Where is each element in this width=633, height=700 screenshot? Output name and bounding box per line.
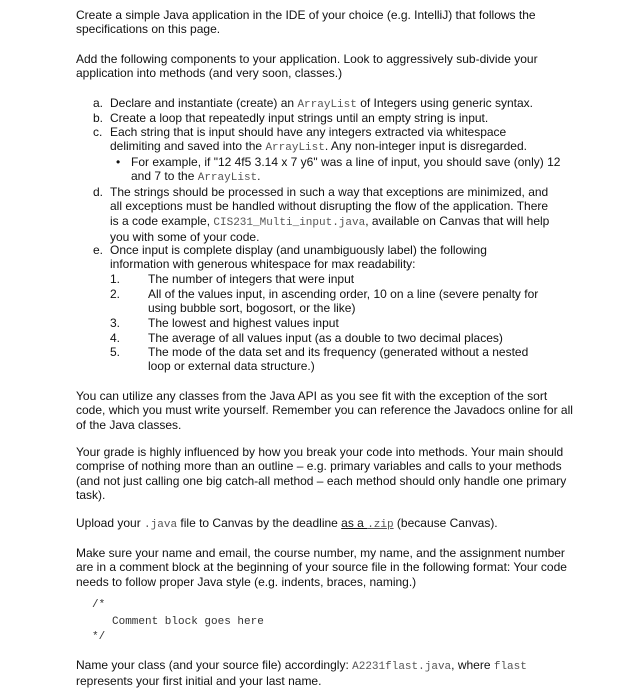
item-d-marker: d. xyxy=(93,185,104,199)
numbered-item-3: The lowest and highest values input xyxy=(148,316,339,330)
item-a-code: ArrayList xyxy=(297,99,357,111)
numbered-item-5: The mode of the data set and its frequency (generated without a nested loop or external data structure.) xyxy=(148,345,529,374)
class-name-text-end: represents your first initial and your last name. xyxy=(76,674,322,689)
item-c-bullet-text: For example, if "12 4f5 3.14 x 7 y6" was a line of input, you should save (only) 12 and 7 to the xyxy=(131,155,561,184)
item-c-bullet-code: ArrayList xyxy=(197,172,258,185)
item-c xyxy=(110,125,555,156)
item-a-text-end: of Integers using generic syntax. xyxy=(356,96,533,110)
item-c-code: ArrayList xyxy=(265,142,325,155)
numbered-5-marker: 5. xyxy=(110,345,121,359)
item-a xyxy=(110,96,580,112)
class-name-text-mid: , where xyxy=(451,658,494,672)
upload-paragraph xyxy=(76,516,576,532)
name-format-paragraph: Make sure your name and email, the course number, my name, and the assignment number are in a comment block at the beginning of your source file in the following format: Your code needs to follow proper Java style (e.g. indents, braces, naming.) xyxy=(76,546,567,589)
class-file-code: A2231flast.java xyxy=(352,661,452,673)
numbered-2-marker: 2. xyxy=(110,287,121,301)
upload-text: Upload your xyxy=(76,516,145,530)
numbered-item-1: The number of integers that were input xyxy=(148,272,355,286)
item-c-marker: c. xyxy=(93,125,103,139)
class-name-paragraph xyxy=(76,658,576,689)
item-d xyxy=(110,185,558,245)
numbered-1-marker: 1. xyxy=(110,272,121,286)
item-c-text: Each string that is input should have any integers extracted via whitespace delimiting and saved into the xyxy=(110,125,507,154)
flast-code: flast xyxy=(493,661,527,673)
numbered-item-2: All of the values input, in ascending order, 10 on a line (severe penalty for using bubble sort, bogosort, or the like) xyxy=(148,287,539,316)
item-e: Once input is complete display (and unambiguously label) the following information with generous whitespace for max readability: xyxy=(110,243,487,272)
comment-open: /* xyxy=(92,599,106,611)
upload-underlined-text: as a xyxy=(341,516,368,530)
item-e-marker: e. xyxy=(93,243,104,257)
item-c-bullet xyxy=(131,155,561,186)
item-c-bullet-marker: • xyxy=(116,155,121,169)
grade-paragraph: Your grade is highly influenced by how you break your code into methods. Your main should comprise of nothing more than an outline – e.g. primary variables and calls to your methods (and not just calling one big catch-all method – each method should only handle one primary task). xyxy=(76,445,567,503)
comment-body: Comment block goes here xyxy=(112,616,264,628)
item-b-marker: b. xyxy=(93,111,104,125)
item-a-marker: a. xyxy=(93,96,104,110)
upload-text-mid: file to Canvas by the deadline xyxy=(177,516,342,530)
item-a-text: Declare and instantiate (create) an xyxy=(110,96,298,110)
numbered-4-marker: 4. xyxy=(110,331,121,345)
numbered-3-marker: 3. xyxy=(110,316,121,330)
item-b: Create a loop that repeatedly input strings until an empty string is input. xyxy=(110,111,489,125)
upload-zip-code: .zip xyxy=(367,519,394,531)
item-d-text: The strings should be processed in such a way that exceptions are minimized, and all exceptions must be handled without disrupting the flow of the application. There is a code example, xyxy=(110,185,549,228)
item-c-bullet-text-end: . xyxy=(257,169,261,184)
item-c-text-end: . Any non-integer input is disregarded. xyxy=(324,139,527,154)
item-d-text-end: , available on Canvas that will help you with some of your code. xyxy=(110,213,550,245)
comment-close: */ xyxy=(92,631,106,643)
numbered-item-4: The average of all values input (as a double to two decimal places) xyxy=(148,331,503,345)
intro-paragraph: Create a simple Java application in the IDE of your choice (e.g. IntelliJ) that follows the specifications on this page. xyxy=(76,8,536,37)
upload-java-code: .java xyxy=(144,519,178,531)
item-d-code: CIS231_Multi_input.java xyxy=(213,216,366,229)
upload-text-end: (because Canvas). xyxy=(393,516,498,530)
api-paragraph: You can utilize any classes from the Java API as you see fit with the exception of the sort code, which you must write yourself. Remember you can reference the Javadocs online for all of the Java classes. xyxy=(76,389,573,432)
components-paragraph: Add the following components to your application. Look to aggressively sub-divide your application into methods (and very soon, classes.) xyxy=(76,52,538,81)
class-name-text: Name your class (and your source file) accordingly: xyxy=(76,658,353,672)
